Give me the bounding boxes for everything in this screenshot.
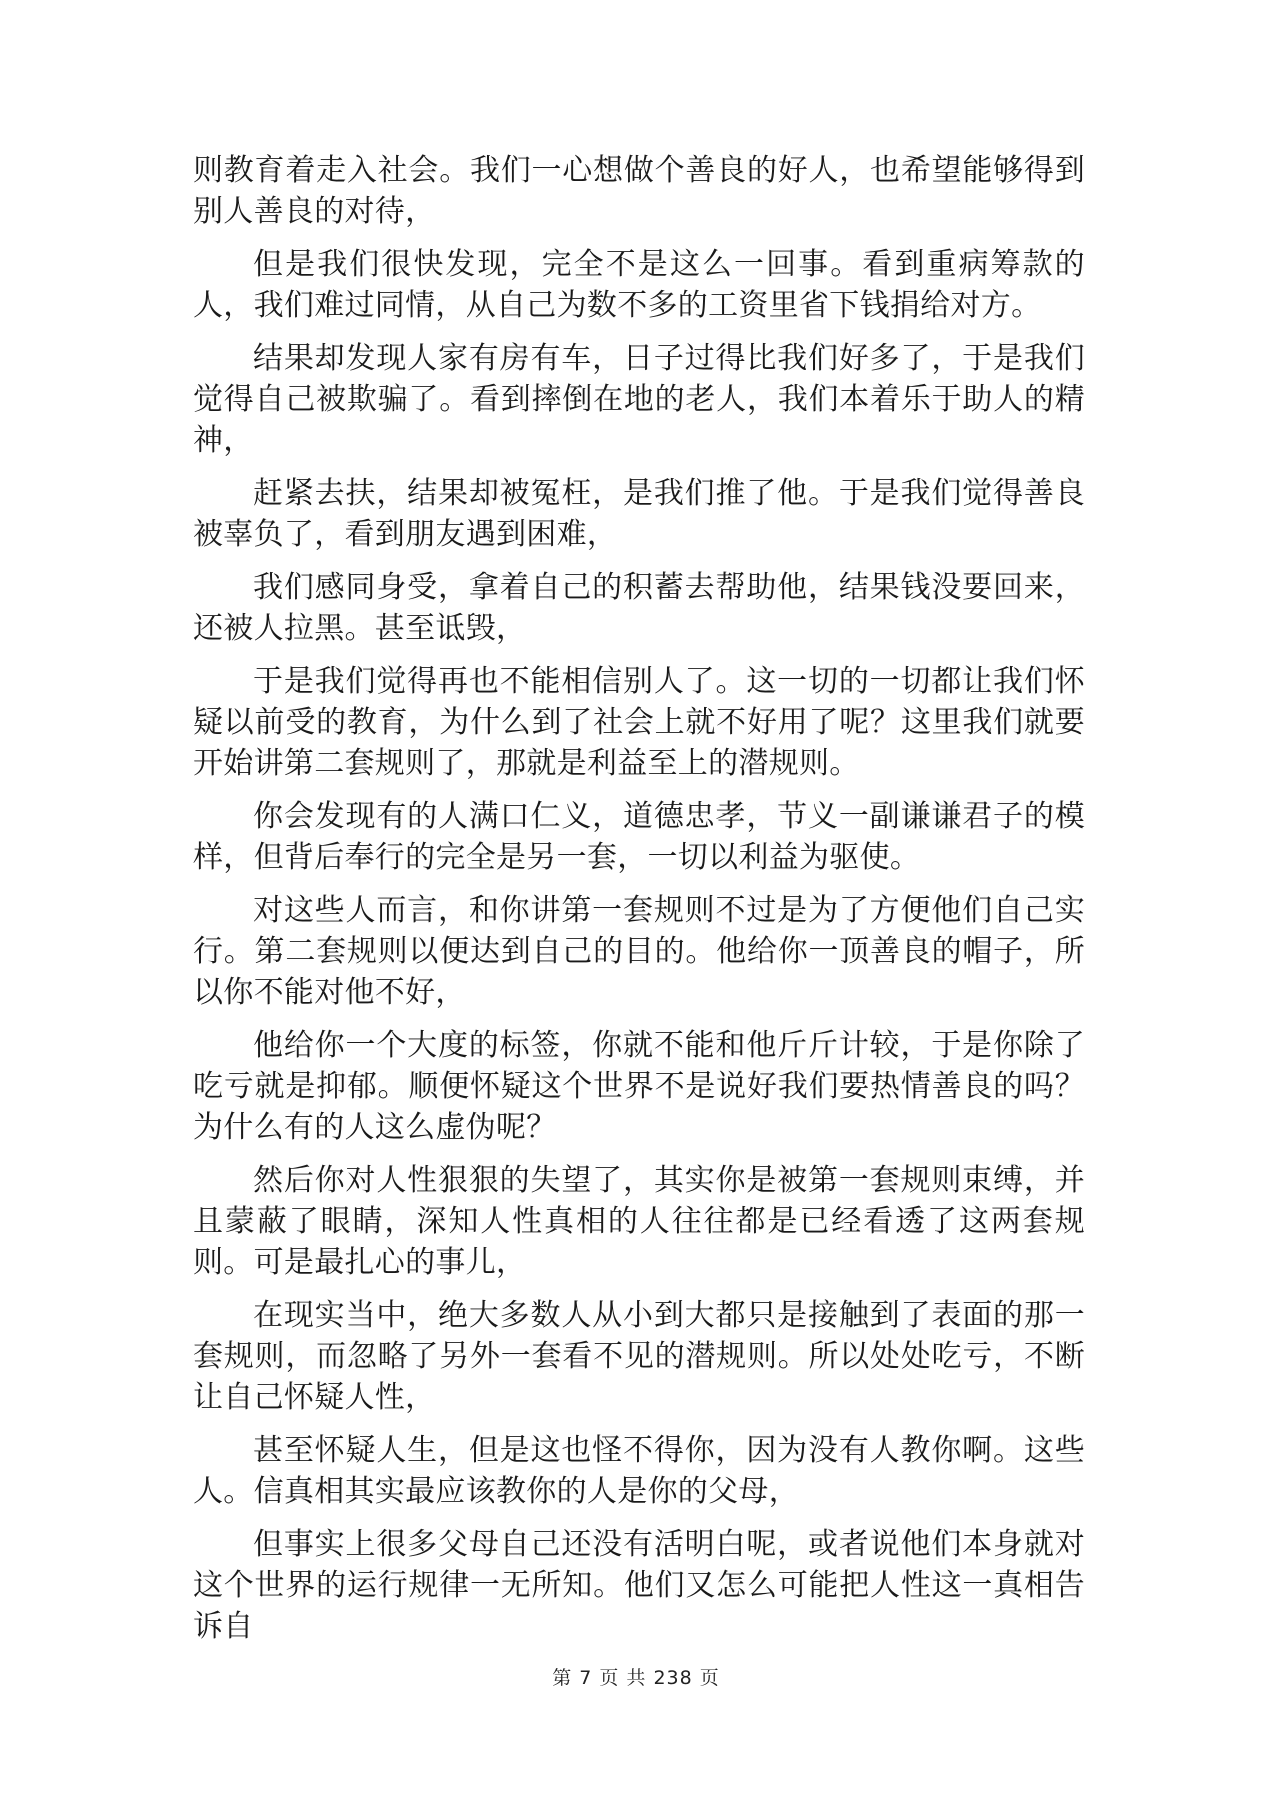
paragraph-8: 对这些人而言，和你讲第一套规则不过是为了方便他们自己实行。第二套规则以便达到自己的目的。他给你一顶善良的帽子，所以你不能对他不好， [193,893,1085,1010]
paragraph-2: 但是我们很快发现，完全不是这么一回事。看到重病筹款的人，我们难过同情，从自己为数不多的工资里省下钱捐给对方。 [193,247,1085,323]
page-body [193,150,1085,1659]
paragraph-1: 则教育着走入社会。我们一心想做个善良的好人，也希望能够得到别人善良的对待， [193,153,1085,229]
paragraph-11: 在现实当中，绝大多数人从小到大都只是接触到了表面的那一套规则，而忽略了另外一套看不见的潜规则。所以处处吃亏，不断让自己怀疑人性， [193,1298,1085,1415]
paragraph-3: 结果却发现人家有房有车，日子过得比我们好多了，于是我们觉得自己被欺骗了。看到摔倒在地的老人，我们本着乐于助人的精神， [193,341,1085,458]
paragraph-7: 你会发现有的人满口仁义，道德忠孝，节义一副谦谦君子的模样，但背后奉行的完全是另一套，一切以利益为驱使。 [193,799,1085,875]
paragraph-4: 赶紧去扶，结果却被冤枉，是我们推了他。于是我们觉得善良被辜负了，看到朋友遇到困难， [193,476,1085,552]
paragraph-13: 但事实上很多父母自己还没有活明白呢，或者说他们本身就对这个世界的运行规律一无所知。他们又怎么可能把人性这一真相告诉自 [193,1527,1085,1644]
paragraph-5: 我们感同身受，拿着自己的积蓄去帮助他，结果钱没要回来，还被人拉黑。甚至诋毁， [193,570,1085,646]
paragraph-12: 甚至怀疑人生，但是这也怪不得你，因为没有人教你啊。这些人。信真相其实最应该教你的人是你的父母， [193,1433,1085,1509]
page-number-footer: 第 7 页 共 238 页 [552,1667,720,1689]
paragraph-10: 然后你对人性狠狠的失望了，其实你是被第一套规则束缚，并且蒙蔽了眼睛，深知人性真相的人往往都是已经看透了这两套规则。可是最扎心的事儿， [193,1163,1085,1280]
paragraph-9: 他给你一个大度的标签，你就不能和他斤斤计较，于是你除了吃亏就是抑郁。顺便怀疑这个世界不是说好我们要热情善良的吗？为什么有的人这么虚伪呢？ [193,1028,1085,1145]
paragraph-6: 于是我们觉得再也不能相信别人了。这一切的一切都让我们怀疑以前受的教育，为什么到了社会上就不好用了呢？这里我们就要开始讲第二套规则了，那就是利益至上的潜规则。 [193,664,1085,781]
